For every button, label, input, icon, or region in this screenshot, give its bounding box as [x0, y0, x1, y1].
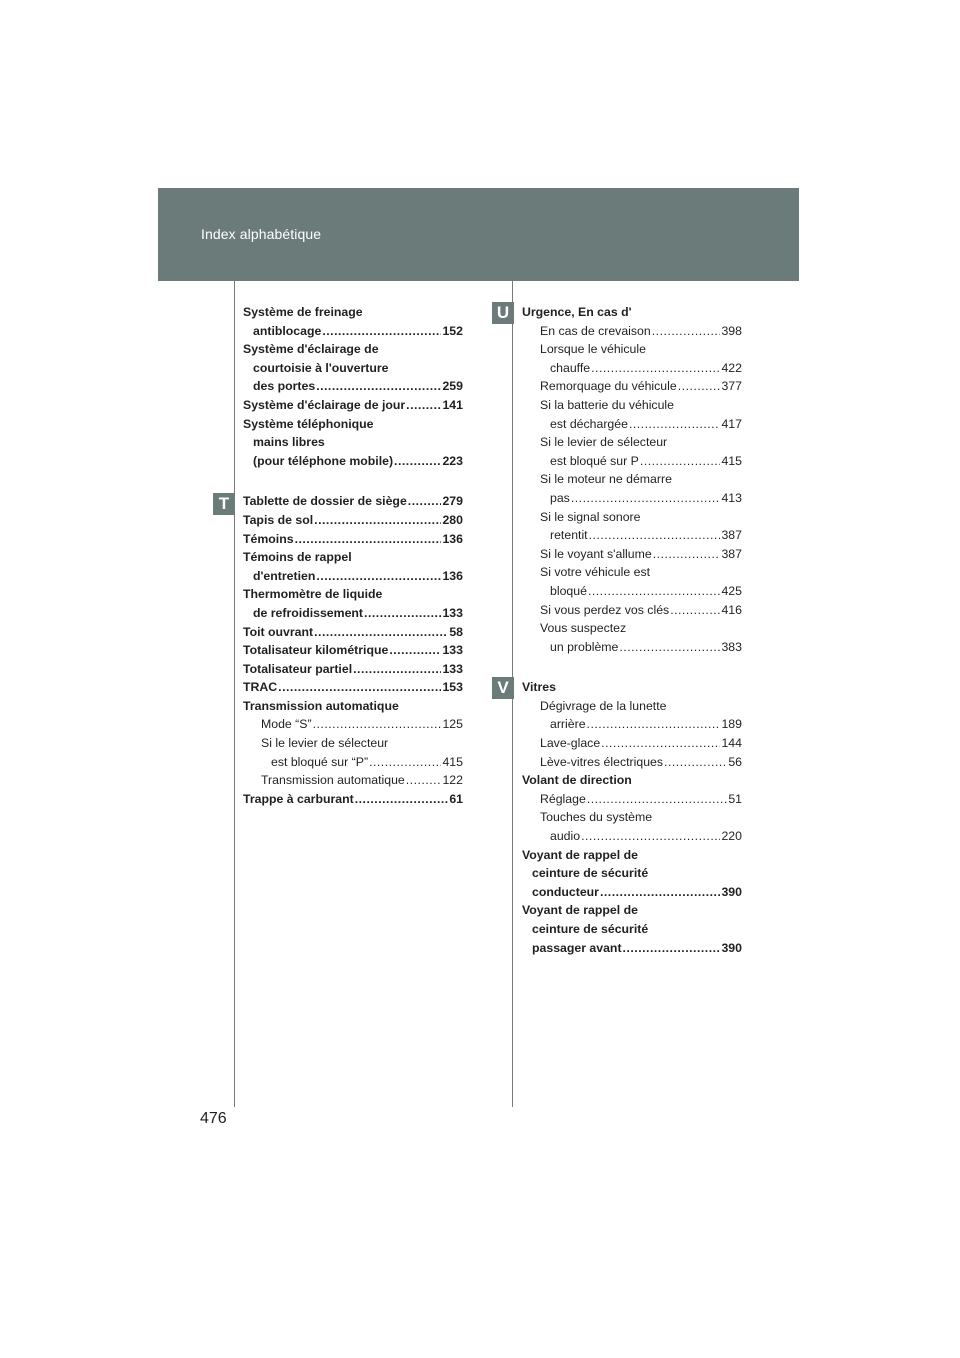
- index-subentry-line[interactable]: est bloqué sur P ..... 415: [522, 452, 742, 471]
- index-subentry[interactable]: Si le voyant s'allume ..... 387: [522, 545, 742, 564]
- index-column-right: [522, 303, 742, 957]
- index-entry[interactable]: Transmission automatique: [243, 698, 399, 713]
- index-subentry[interactable]: En cas de crevaison ..... 398: [522, 322, 742, 341]
- index-subentry[interactable]: Si vous perdez vos clés ..... 416: [522, 601, 742, 620]
- index-entry[interactable]: Tablette de dossier de siège ..... 279: [243, 492, 463, 511]
- index-subentry[interactable]: Si le levier de sélecteur: [261, 736, 389, 751]
- index-subentry[interactable]: Lorsque le véhicule: [540, 342, 646, 357]
- index-entry-line[interactable]: conducteur ..... 390: [522, 883, 742, 902]
- index-entry[interactable]: Système d'éclairage de: [243, 342, 379, 357]
- index-entry-line[interactable]: (pour téléphone mobile) ..... 223: [243, 452, 463, 471]
- index-subentry-line[interactable]: chauffe ..... 422: [522, 359, 742, 378]
- index-subentry-line[interactable]: est déchargée ..... 417: [522, 415, 742, 434]
- index-entry-line[interactable]: passager avant ..... 390: [522, 939, 742, 958]
- index-tab-v[interactable]: V: [492, 677, 514, 699]
- index-subentry[interactable]: Remorquage du véhicule ..... 377: [522, 377, 742, 396]
- index-subentry[interactable]: Si le moteur ne démarre: [540, 472, 672, 487]
- index-entry-line[interactable]: des portes ..... 259: [243, 377, 463, 396]
- index-subentry-line[interactable]: audio ..... 220: [522, 827, 742, 846]
- page-title: Index alphabétique: [201, 226, 322, 242]
- index-entry[interactable]: Totalisateur kilométrique ..... 133: [243, 641, 463, 660]
- index-entry-line: courtoisie à l'ouverture: [253, 360, 389, 375]
- index-entry[interactable]: Système téléphonique: [243, 416, 374, 431]
- index-entry[interactable]: Urgence, En cas d': [522, 305, 632, 319]
- header-band: [158, 188, 799, 281]
- index-subentry[interactable]: Si la batterie du véhicule: [540, 397, 674, 412]
- index-entry[interactable]: TRAC ..... 153: [243, 678, 463, 697]
- index-subentry[interactable]: Si votre véhicule est: [540, 565, 651, 580]
- index-entry[interactable]: Voyant de rappel de: [522, 847, 638, 862]
- index-entry-line: ceinture de sécurité: [532, 866, 649, 881]
- index-subentry[interactable]: Lève-vitres électriques ..... 56: [522, 753, 742, 772]
- index-subentry[interactable]: Si le levier de sélecteur: [540, 435, 668, 450]
- index-subentry[interactable]: Touches du système: [540, 810, 653, 825]
- index-subentry-line[interactable]: un problème ..... 383: [522, 638, 742, 657]
- index-entry[interactable]: Vitres: [522, 680, 556, 695]
- index-tab-u[interactable]: U: [492, 302, 514, 324]
- index-subentry-line[interactable]: pas ..... 413: [522, 489, 742, 508]
- column-divider-left: [234, 281, 235, 1107]
- index-entry[interactable]: Système d'éclairage de jour ..... 141: [243, 396, 463, 415]
- index-entry[interactable]: Toit ouvrant ..... 58: [243, 623, 463, 642]
- index-entry[interactable]: Témoins de rappel: [243, 550, 352, 565]
- index-entry[interactable]: Volant de direction: [522, 773, 632, 788]
- index-entry-line: ceinture de sécurité: [532, 922, 649, 936]
- index-subentry[interactable]: Réglage ..... 51: [522, 790, 742, 809]
- index-entry[interactable]: Trappe à carburant ..... 61: [243, 790, 463, 809]
- index-subentry[interactable]: Mode “S” ..... 125: [243, 715, 463, 734]
- index-column-left: [243, 303, 463, 808]
- index-entry[interactable]: Voyant de rappel de: [522, 903, 638, 918]
- index-tab-t[interactable]: T: [213, 493, 235, 515]
- index-entry[interactable]: Totalisateur partiel ..... 133: [243, 660, 463, 679]
- index-entry-line[interactable]: d'entretien ..... 136: [243, 567, 463, 586]
- index-entry[interactable]: Thermomètre de liquide: [243, 587, 383, 602]
- index-subentry[interactable]: Vous suspectez: [540, 621, 627, 636]
- index-subentry-line[interactable]: retentit ..... 387: [522, 526, 742, 545]
- index-subentry[interactable]: Lave-glace ..... 144: [522, 734, 742, 753]
- index-subentry[interactable]: Dégivrage de la lunette: [540, 698, 667, 713]
- index-subentry-line[interactable]: arrière ..... 189: [522, 715, 742, 734]
- page-number: 476: [200, 1110, 227, 1127]
- index-subentry[interactable]: Transmission automatique ..... 122: [243, 771, 463, 790]
- index-subentry-line[interactable]: bloqué ..... 425: [522, 582, 742, 601]
- index-entry-line[interactable]: antiblocage ..... 152: [243, 322, 463, 341]
- index-entry-line: mains libres: [253, 435, 325, 450]
- index-entry[interactable]: Système de freinage: [243, 305, 363, 319]
- index-entry[interactable]: Tapis de sol ..... 280: [243, 511, 463, 530]
- index-subentry-line[interactable]: est bloqué sur “P” ..... 415: [243, 753, 463, 772]
- index-entry[interactable]: Témoins ..... 136: [243, 530, 463, 549]
- index-entry-line[interactable]: de refroidissement ..... 133: [243, 604, 463, 623]
- index-subentry[interactable]: Si le signal sonore: [540, 509, 641, 524]
